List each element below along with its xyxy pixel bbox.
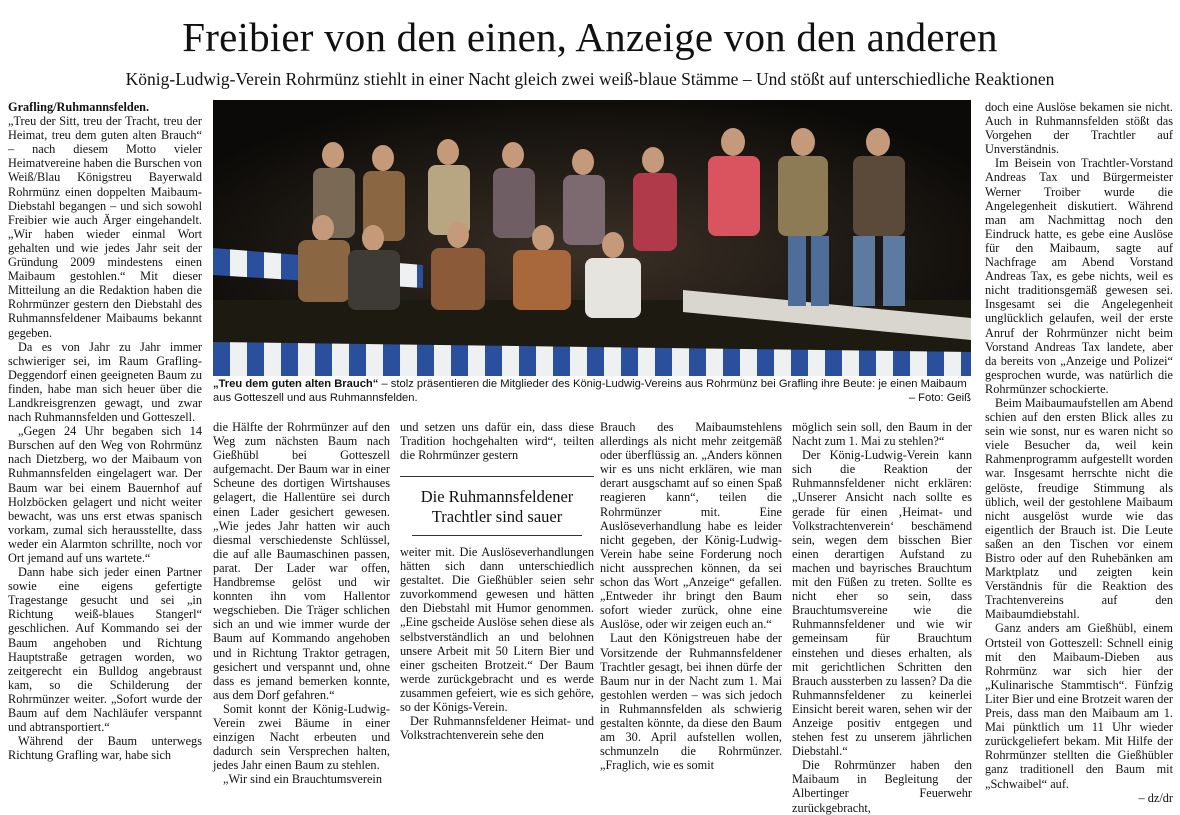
headline: Freibier von den einen, Anzeige von den anderen <box>182 14 998 60</box>
column-4 <box>600 420 782 772</box>
paragraph: Da es von Jahr zu Jahr immer schwieriger sei, im Raum Grafling-Deggendorf einen geeigneten Baum zu finden, habe man sich heuer über die Landkreisgrenzen gewagt, und zwar nach Ruhmannsfelden und Gotteszell. <box>8 339 202 425</box>
author-credit: – dz/dr <box>1138 790 1173 805</box>
caption-text: – stolz präsentieren die Mitglieder des König-Ludwig-Vereins aus Rohrmünz bei Grafling ihre Beute: je einen Maibaum aus Gotteszell und aus Ruhmannsfelden. <box>213 378 967 404</box>
subheadline: König-Ludwig-Verein Rohrmünz stiehlt in einer Nacht gleich zwei weiß-blaue Stämme – Und stößt auf unterschiedliche Reaktionen <box>125 69 1055 89</box>
photo-caption <box>213 378 971 405</box>
paragraph: Ganz anders am Gießhübl, einem Ortsteil von Gotteszell: Schnell einig mit den Maibaum-Dieben aus Rohrmünz war sich hier der „Kulinarische Stammtisch“. Fünfzig Liter Bier und eine Brotzeit waren der Preis, dass man den Maibaum am 1. Mai pünktlich um 11 Uhr wieder zurückgeliefert bekam. Mit Hilfe der Rohrmünzer stellten die Gießhübler ganz traditionell den Baum mit „Schwaibel“ auf. <box>985 621 1173 791</box>
column-2 <box>213 420 390 786</box>
paragraph: Beim Maibaumaufstellen am Abend schien auf den ersten Blick alles zu sein wie sonst, nur es waren nicht so viele Besucher da, weil kein Rahmenprogramm aufgestellt worden war. Insgesamt herrschte nicht die gelöste, freudige Stimmung als üblich, weil der gestohlene Maibaum nicht ausgelöst wurde wie das eigentlich der Brauch ist. Die Leute saßen an den Tischen vor einem Bistro oder auf den Ruhebänken am Marktplatz und zeigten kein Verständnis für die Reaktion des Trachtenvereins auf den Maibaumdiebstahl. <box>985 395 1173 622</box>
group-photo-image <box>213 100 971 376</box>
paragraph: Während der Baum unterwegs Richtung Grafling war, habe sich <box>8 734 202 763</box>
paragraph: die Hälfte der Rohrmünzer auf den Weg zum nächsten Baum nach Gießhübl bei Gotteszell aufgemacht. Der Baum war in einer Scheune des dortigen Wirtshauses gelagert, die Hallentüre sei durch einen Lader gesichert gewesen. „Wie jedes Jahr hatten wir auch diesmal verschiedenste Schlüssel, die auf alle Baumaschinen passen, parat. Der Lader war offen, Handbremse gelöst und wir konnten ihn vom Hallentor wegschieben. Die Träger schlichen sich an und wie immer wurde der Baum auf Kommando angehoben und in Richtung Traktor getragen, gesichert und verspannt und, ohne dass es jemand bemerken konnte, aus dem Dorf gefahren.“ <box>213 420 390 702</box>
dateline: Grafling/Ruhmannsfelden. <box>8 100 150 114</box>
caption-lead: „Treu dem guten alten Brauch“ <box>213 378 379 390</box>
paragraph: „Treu der Sitt, treu der Tracht, treu der Heimat, treu dem guten alten Brauch“ – nach diesem Motto vieler Heimatvereine haben die Burschen von Weiß/Blau Königstreu Bayerwald Rohrmünz einen doppelten Maibaum-Diebstahl begangen – und sich sowohl Freibier wie auch Ärger eingehandelt. „Wir haben wieder einmal Wort gehalten und wie jedes Jahr seit der Gründung 2009 mindestens einen Maibaum gestohlen.“ Mit dieser Mitteilung an die Redaktion haben die Rohrmünzer gestern den Diebstahl des Ruhmannsfeldener Maibaums bekannt gegeben. <box>8 114 202 340</box>
paragraph: und setzen uns dafür ein, dass diese Tradition hochgehalten wird“, teilten die Rohrmünzer gestern <box>400 420 594 463</box>
paragraph: Die Rohrmünzer haben den Maibaum in Begleitung der Albertinger Feuerwehr zurückgebracht, <box>792 758 972 815</box>
paragraph: „Wir sind ein Brauchtumsverein <box>223 772 382 787</box>
paragraph: Dann habe sich jeder einen Partner sowie eine eigens gefertigte Tragestange gesucht und sei „in Richtung weiß-blaues Stangerl“ geschlichen. Auf Kommando sei der Baum angehoben und Richtung Hauptstraße getragen worden, wo zeitgerecht ein Bulldog angebraust kam, so die Schilderung der Rohrmünzer weiter. „Sofort wurde der Baum auf dem Nachläufer verspannt und abtransportiert.“ <box>8 565 202 735</box>
paragraph: Der König-Ludwig-Verein kann sich die Reaktion der Ruhmannsfeldener nicht erklären: „Unserer Ansicht nach sollte es gerade für einen ‚Heimat- und Volkstrachtenverein‘ beschämend sein, wegen dem bisschen Bier einen derartigen Aufstand zu machen und bayrisches Brauchtum mit den Füßen zu treten. Sollte es nicht eher so sein, dass Brauchtumsvereine wie die Ruhmannsfeldener und wie wir gemeinsam für Brauchtum einstehen und dieses erhalten, als mit gerichtlichen Schritten den Brauch aussterben zu lassen? Da die Ruhmannsfeldener zu keinerlei Einsicht bereit waren, sehen wir der Anzeige positiv entgegen und stehen fest zu unserem jährlichen Diebstahl.“ <box>792 448 972 759</box>
paragraph: weiter mit. Die Auslöseverhandlungen hätten sich dann unterschiedlich gestaltet. Die Gießhübler seien sehr zuvorkommend gewesen und hätten den Diebstahl mit Humor genommen. „Eine gscheide Auslöse sehen diese als selbstverständlich an und belohnen unsere Arbeit mit 50 Litern Bier und einer gscheiten Brotzeit.“ Der Baum werde zurückgebracht und es werde zusammen gefeiert, wie es sich gehöre, so der Königs-Verein. <box>400 545 594 715</box>
subsection-rule <box>412 535 582 536</box>
paragraph: möglich sein soll, den Baum in der Nacht zum 1. Mai zu stehlen?“ <box>792 420 972 449</box>
column-3-bottom <box>400 545 594 742</box>
paragraph: „Gegen 24 Uhr begaben sich 14 Burschen auf den Weg von Rohrmünz nach Dietzberg, wo der Maibaum von Ruhmannsfelden eingelagert war. Der Baum war bei einem Bauernhof auf Holzböcken gelagert und nicht weiter bewacht, was uns erst etwas spanisch vorkam, zumal sich herausstellte, dass weder ein Alarmton schrillte, noch vor Ort jemand auf uns wartete.“ <box>8 424 202 565</box>
paragraph: Der Ruhmannsfeldener Heimat- und Volkstrachtenverein sehe den <box>400 714 594 743</box>
column-3-top <box>400 420 594 462</box>
paragraph: Somit konnt der König-Ludwig-Verein zwei Bäume in einer einzigen Nacht erbeuten und dadurch sein Versprechen halten, jedes Jahr einen Baum zu stehlen. <box>213 701 390 773</box>
column-5 <box>792 420 972 815</box>
column-1 <box>8 100 202 762</box>
column-6 <box>985 100 1173 805</box>
paragraph: Laut den Königstreuen habe der Vorsitzende der Ruhmannsfeldener Trachtler gesagt, bei ihnen dürfe der Baum nur in der Nacht zum 1. Mai gestohlen werden – was sich jedoch in Ruhmannsfelden als schwierig gestalten könnte, da diese den Baum am 30. April aufstellen wollen, schmunzeln die Rohrmünzer. „Fraglich, wie es somit <box>600 631 782 773</box>
paragraph: doch eine Auslöse bekamen sie nicht. Auch in Ruhmannsfelden stößt das Vorgehen der Trachtler auf Unverständnis. <box>985 100 1173 157</box>
subsection-heading: Die Ruhmannsfeldener Trachtler sind sauer <box>400 476 594 527</box>
photo-credit: – Foto: Geiß <box>908 391 971 404</box>
paragraph: Brauch des Maibaumstehlens allerdings als nicht mehr zeitgemäß oder überflüssig an. „Anders können wir es uns nicht erklären, wie man derart ausgschamt auf so einen Spaß reagieren kann“, teilen die Rohrmünzer mit. Eine Auslöseverhandlung habe es leider nicht gegeben, der König-Ludwig-Verein habe seine Forderung noch nicht aussprechen können, da sei schon das Wort „Anzeige“ gefallen. „Entweder ihr bringt den Baum sofort wieder zurück, ohne eine Auslöse, oder wir zeigen euch an.“ <box>600 420 782 632</box>
paragraph: Im Beisein von Trachtler-Vorstand Andreas Tax und Bürgermeister Werner Troiber wurde die Angelegenheit diskutiert. Während man am Nachmittag noch den Eindruck hatte, es gebe eine Auslöse für den Maibaum, sagte auf Nachfrage am Abend Vorstand Andreas Tax, es gebe nichts, weil es nicht traditionsgemäß gewesen sei. Insgesamt sei die Angelegenheit unglücklich gelaufen, weil der erste Anruf der Rohrmünzer nicht beim Vorstand Andreas Tax landete, aber da bereits von „Anzeige und Polizei“ gesprochen wurde, was natürlich die Rohrmünzer schockierte. <box>985 156 1173 396</box>
group-photo <box>213 100 971 376</box>
